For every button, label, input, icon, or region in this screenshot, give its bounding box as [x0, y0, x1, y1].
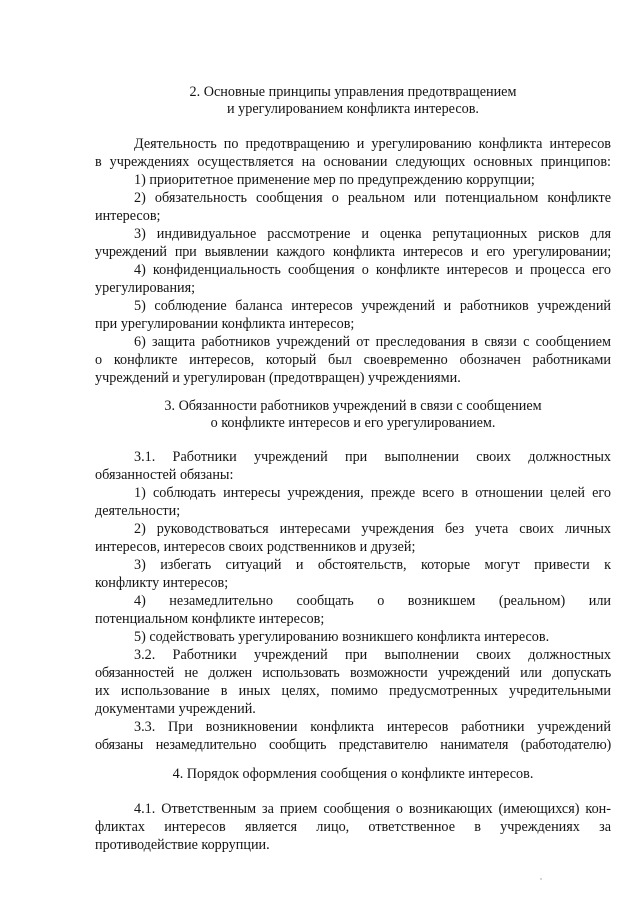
section-2-title-line-1: 2. Основные принципы управления предотвращением [189, 84, 517, 100]
section-2-line-6: 3) индивидуальное рассмотрение и оценка репутационных рисков для [134, 226, 611, 242]
section-4-line-2: фликтах интересов является лицо, ответственное в учреждениях за [95, 819, 611, 835]
section-2-title-line-2: и урегулированием конфликта интересов. [227, 101, 479, 117]
section-3-line-13: обязанностей не должен использовать возможности учреждений или допускать [95, 665, 611, 681]
section-4-title: 4. Порядок оформления сообщения о конфликте интересов. [172, 766, 534, 782]
section-2-line-8: 4) конфиденциальность сообщения о конфликте интересов и процесса его [134, 262, 611, 278]
section-3-line-1: 3.1. Работники учреждений при выполнении своих должностных [134, 449, 611, 465]
section-3-line-14: их использование в иных целях, помимо предусмотренных учредительными [95, 683, 611, 699]
section-2-line-12: 6) защита работников учреждений от преследования в связи с сообщением [134, 334, 611, 350]
section-3-line-2: обязанностей обязаны: [95, 467, 234, 483]
section-3-title-line-2: о конфликте интересов и его урегулированием. [210, 415, 496, 431]
section-2-line-11: при урегулировании конфликта интересов; [95, 316, 355, 332]
section-4-line-3: противодействие коррупции. [95, 837, 270, 853]
section-3-line-9: 4) незамедлительно сообщать о возникшем (реальном) или [134, 593, 611, 609]
section-2-line-13: о конфликте интересов, который был своевременно обозначен работниками [95, 352, 611, 368]
section-3-line-12: 3.2. Работники учреждений при выполнении своих должностных [134, 647, 611, 663]
section-3-line-17: обязаны незамедлительно сообщить представителю нанимателя (работодателю) [95, 737, 611, 753]
section-2-line-9: урегулирования; [95, 280, 196, 296]
section-3-line-11: 5) содействовать урегулированию возникшего конфликта интересов. [134, 629, 550, 645]
section-2-line-1: Деятельность по предотвращению и урегулированию конфликта интересов [134, 136, 611, 152]
section-3-title-line-1: 3. Обязанности работников учреждений в связи с сообщением [164, 398, 542, 414]
section-3-line-10: потенциальном конфликте интересов; [95, 611, 325, 627]
section-4-line-1: 4.1. Ответственным за прием сообщения о возникающих (имеющихся) кон- [134, 801, 611, 817]
section-2-line-10: 5) соблюдение баланса интересов учреждений и работников учреждений [134, 298, 611, 314]
section-2-line-5: интересов; [95, 208, 161, 224]
section-2-line-4: 2) обязательность сообщения о реальном или потенциальном конфликте [134, 190, 611, 206]
section-3-line-16: 3.3. При возникновении конфликта интересов работники учреждений [134, 719, 611, 735]
section-3-line-3: 1) соблюдать интересы учреждения, прежде всего в отношении целей его [134, 485, 611, 501]
scan-speck [540, 878, 542, 880]
section-3-line-15: документами учреждений. [95, 701, 256, 717]
section-2-line-3: 1) приоритетное применение мер по предупреждению коррупции; [134, 172, 535, 188]
section-2-line-14: учреждений и урегулирован (предотвращен) учреждениями. [95, 370, 461, 386]
section-2-line-2: в учреждениях осуществляется на основании следующих основных принципов: [95, 154, 611, 170]
section-3-line-5: 2) руководствоваться интересами учреждения без учета своих личных [134, 521, 611, 537]
section-3-line-7: 3) избегать ситуаций и обстоятельств, которые могут привести к [134, 557, 611, 573]
section-3-line-8: конфликту интересов; [95, 575, 229, 591]
section-3-line-6: интересов, интересов своих родственников и друзей; [95, 539, 416, 555]
section-3-line-4: деятельности; [95, 503, 181, 519]
section-2-line-7: учреждений при выявлении каждого конфликта интересов и его урегулировании; [95, 244, 611, 260]
